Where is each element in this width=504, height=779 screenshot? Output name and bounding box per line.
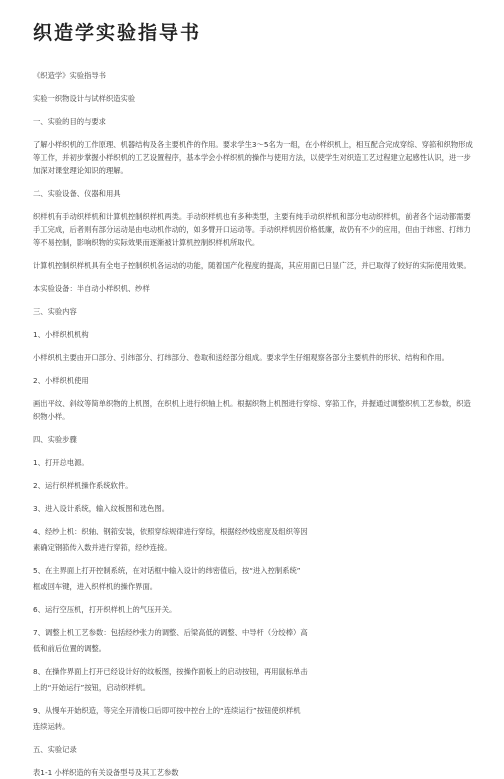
paragraph: 9、从慢车开始织造，等完全开清梭口后即可按中控台上的“连续运行”按钮使织样机 — [33, 706, 301, 715]
paragraph: 2、小样织机使用 — [33, 376, 89, 385]
paragraph: 4、经纱上机：织轴、钢筘安装，依照穿综规律进行穿综，根据经纱线密度及组织等因 — [33, 527, 308, 536]
paragraph: 6、运行空压机，打开织样机上的气压开关。 — [33, 605, 177, 614]
paragraph: 3、进入设计系统，输入纹板图和选色图。 — [33, 504, 169, 513]
paragraph: 《织造学》实验指导书 — [33, 71, 106, 80]
paragraph: 五、实验记录 — [33, 745, 77, 754]
paragraph: 连续运转。 — [33, 722, 70, 731]
paragraph: 2、运行织样机操作系统软件。 — [33, 481, 133, 490]
paragraph: 四、实验步骤 — [33, 435, 77, 444]
paragraph: 8、在操作界面上打开已经设计好的纹板图，按操作面板上的启动按钮，再用鼠标单击 — [33, 667, 308, 676]
paragraph: 1、打开总电源。 — [33, 458, 89, 467]
paragraph: 框或回车键，进入织样机的操作界面。 — [33, 582, 158, 591]
paragraph: 画出平纹、斜纹等简单织物的上机图，在织机上进行织轴上机。根据织物上机图进行穿综、穿筘工作，并握通过调整织机工艺参数，织造织物小样。 — [33, 399, 471, 421]
paragraph: 7、调整上机工艺参数：包括经纱张力的调整、后梁高低的调整、中导杆（分绞棒）高 — [33, 628, 308, 637]
paragraph: 三、实验内容 — [33, 307, 77, 316]
paragraph: 织样机有手动织样机和计算机控制织样机两类。手动织样机也有多种类型，主要有纯手动织样机和部分电动织样机，前者各个运动都需要手工完成，后者则有部分运动是由电动机作动的，如多臂开口运动等。手动织样机因价格低廉，故仍有不少的应用，但由于纬密、打纬力等不易控制，影响织物的实际效果而逐渐被计算机控制织样机所取代。 — [33, 212, 471, 247]
paragraph: 小样织机主要由开口部分、引纬部分、打纬部分、卷取和送经部分组成。要求学生仔细观察各部分主要机件的形状、结构和作用。 — [33, 353, 449, 362]
paragraph: 二、实验设备、仪器和用具 — [33, 189, 121, 198]
paragraph: 了解小样织机的工作原理、机器结构及各主要机件的作用。要求学生3～5名为一组，在小样织机上，相互配合完成穿综、穿筘和织物形成等工作，并初步掌握小样织机的工艺设置程序，基本学会小样织机的操作与使用方法，以使学生对织造工艺过程建立起感性认识，进一步加深对课堂理论知识的理解。 — [33, 140, 473, 175]
paragraph: 实验一织物设计与试样织造实验 — [33, 94, 136, 103]
paragraph: 1、小样织机机构 — [33, 330, 89, 339]
document-title: 织造学实验指导书 — [33, 22, 202, 44]
paragraph: 5、在主界面上打开控制系统，在对话框中输入设计的纬密值后，按“进入控制系统” — [33, 566, 301, 575]
document-body — [33, 69, 476, 779]
paragraph: 上的“开始运行”按钮，启动织样机。 — [33, 683, 151, 692]
paragraph: 一、实验的目的与要求 — [33, 117, 106, 126]
paragraph: 素确定钢筘传入数并进行穿筘，经纱连接。 — [33, 543, 172, 552]
paragraph: 表1-1 小样织造的有关设备型号及其工艺参数 — [33, 768, 179, 777]
paragraph: 计算机控制织样机具有全电子控制织机各运动的功能，随着国产化程度的提高，其应用面已日显广泛，并已取得了较好的实际使用效果。 — [33, 261, 471, 270]
paragraph: 本实验设备：半自动小样织机、纱样 — [33, 284, 150, 293]
paragraph: 低和前后位置的调整。 — [33, 644, 106, 653]
